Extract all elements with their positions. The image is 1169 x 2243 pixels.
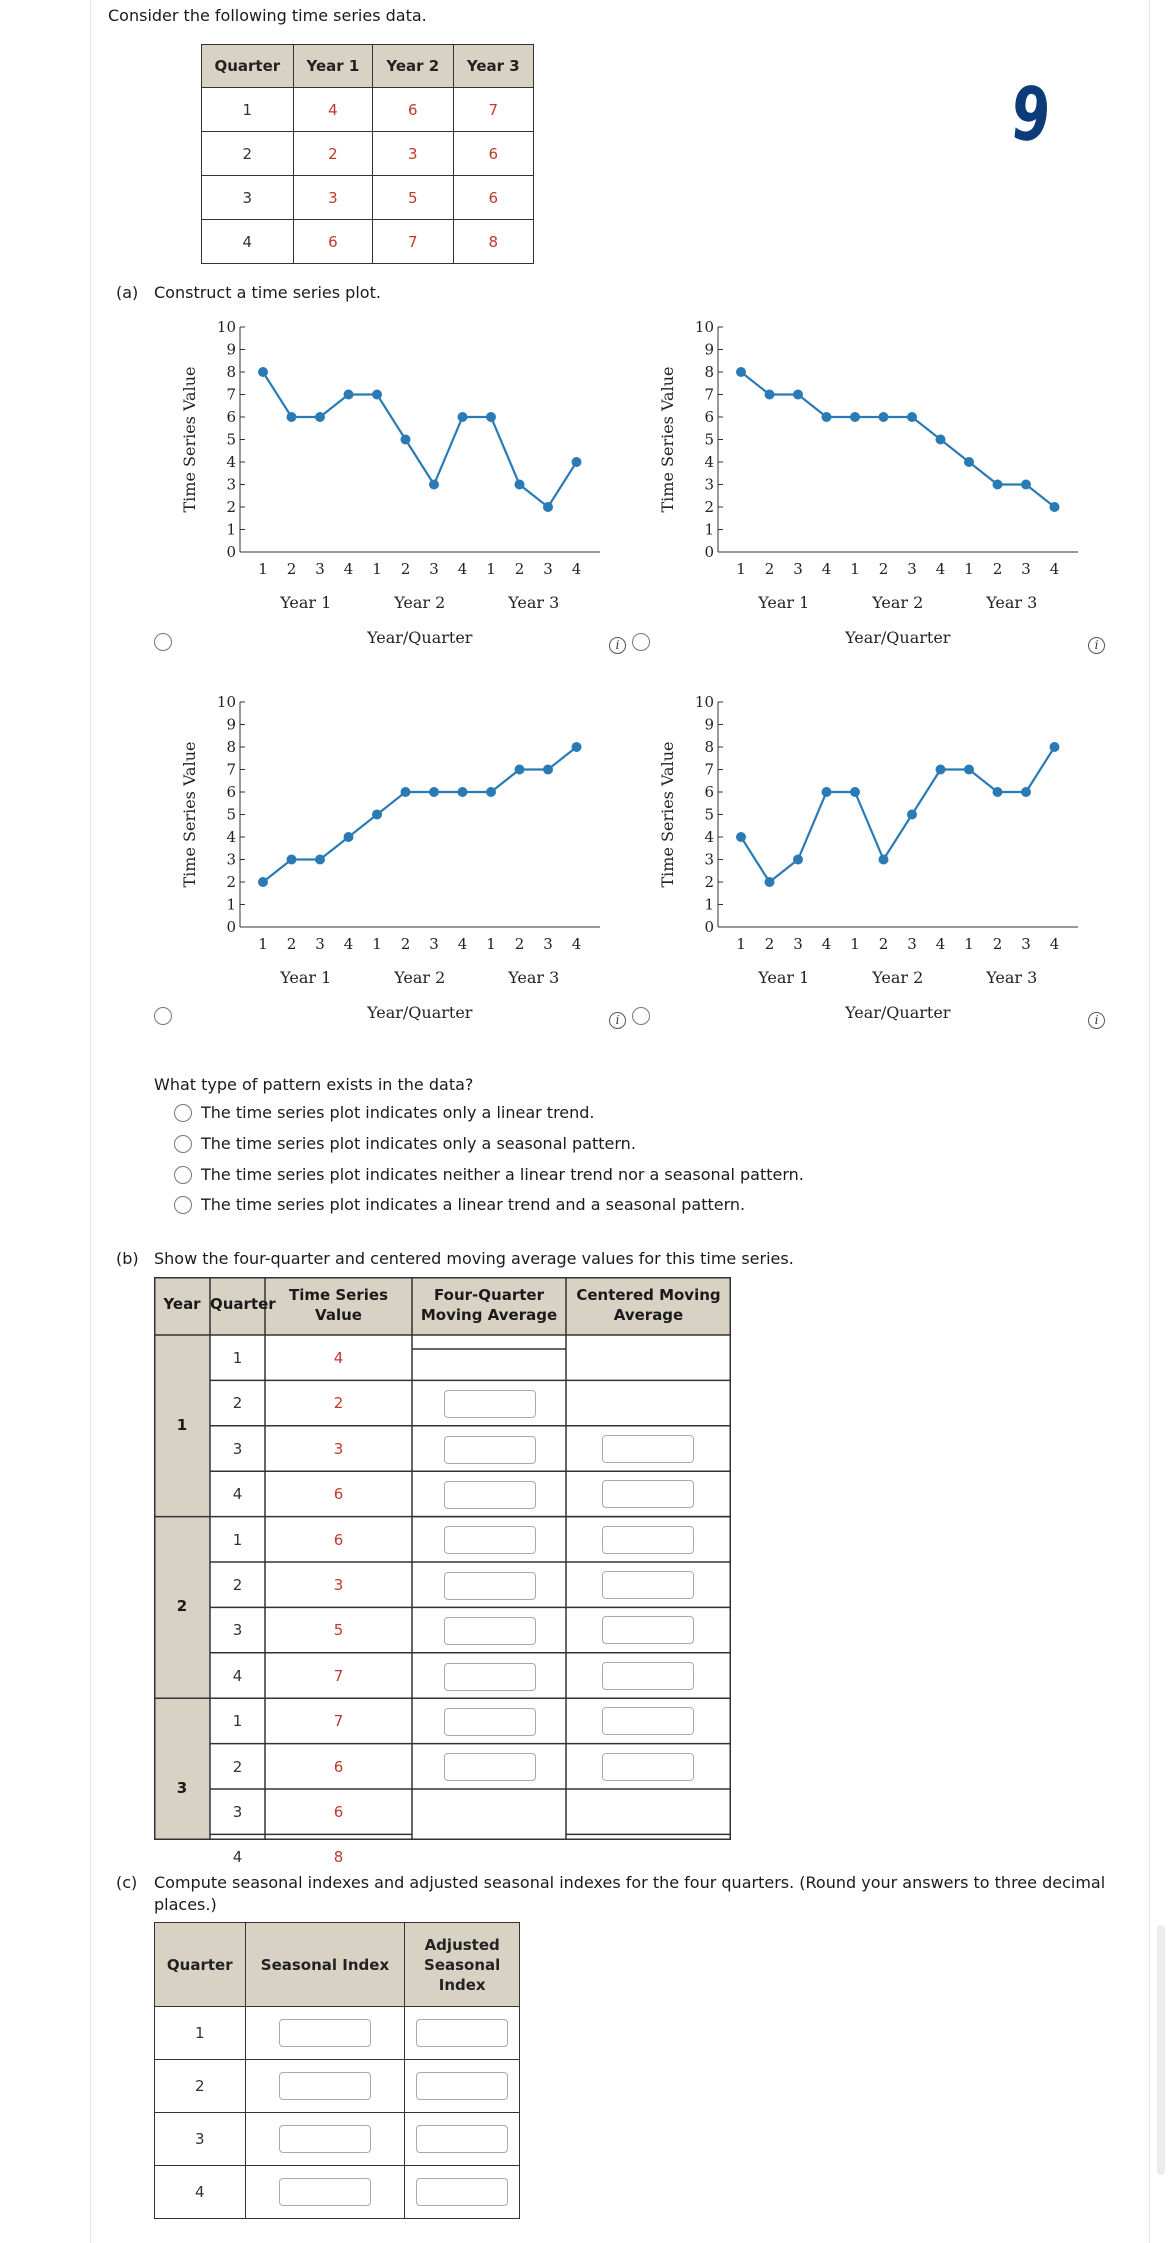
centered-ma-input[interactable]	[602, 1435, 694, 1463]
value-cell: 6	[333, 1757, 344, 1776]
adjusted-index-cell	[405, 2166, 520, 2219]
x-tick-label: 3	[315, 560, 325, 578]
y-tick-label: 5	[226, 430, 236, 449]
seasonal-index-cell	[245, 2113, 405, 2166]
y-tick-label: 0	[704, 543, 714, 561]
header-year-1: Year 1	[293, 45, 372, 88]
value-cell: 3	[373, 132, 453, 176]
header-line: Index	[438, 1975, 486, 1994]
info-icon[interactable]: i	[1088, 1012, 1105, 1029]
y-tick-label: 0	[704, 918, 714, 936]
y-tick-label: 0	[226, 918, 236, 936]
y-tick-label: 1	[704, 520, 714, 539]
y-tick-label: 2	[226, 498, 236, 516]
data-point	[793, 855, 803, 865]
data-point	[486, 787, 496, 797]
data-point	[936, 765, 946, 775]
x-axis-label: Year/Quarter	[845, 628, 951, 647]
data-point	[458, 412, 468, 422]
seasonal-index-input[interactable]	[279, 2178, 371, 2206]
y-tick-label: 4	[704, 453, 714, 471]
series-line	[263, 372, 577, 507]
data-point	[1050, 742, 1060, 752]
data-point	[765, 877, 775, 887]
data-point	[429, 480, 439, 490]
pattern-option-label: The time series plot indicates a linear trend and a seasonal pattern.	[201, 1195, 746, 1214]
y-tick-label: 4	[226, 828, 236, 846]
four-quarter-ma-input[interactable]	[444, 1436, 536, 1464]
pattern-option-label: The time series plot indicates only a linear trend.	[201, 1103, 595, 1122]
x-tick-label: 4	[1049, 935, 1060, 953]
data-point	[486, 412, 496, 422]
y-tick-label: 10	[216, 693, 236, 711]
y-tick-label: 10	[694, 693, 714, 711]
x-tick-label: 4	[935, 935, 946, 953]
pattern-question: What type of pattern exists in the data?	[154, 1075, 474, 1094]
adjusted-seasonal-index-input[interactable]	[416, 2125, 508, 2153]
value-cell: 2	[293, 132, 372, 176]
header-quarter: Quarter	[202, 45, 294, 88]
x-group-label: Year 2	[872, 593, 924, 612]
centered-ma-input[interactable]	[602, 1753, 694, 1781]
y-tick-label: 7	[704, 760, 714, 779]
x-group-label: Year 2	[872, 968, 924, 987]
seasonal-index-input[interactable]	[279, 2072, 371, 2100]
x-tick-label: 1	[850, 560, 860, 578]
value-cell: 4	[293, 88, 372, 132]
part-c-label: (c)	[116, 1873, 138, 1892]
adjusted-index-cell	[405, 2060, 520, 2113]
scrollbar[interactable]	[1157, 1925, 1165, 2175]
four-quarter-ma-input[interactable]	[444, 1390, 536, 1418]
y-tick-label: 8	[226, 738, 236, 756]
quarter-cell: 2	[232, 1394, 243, 1413]
y-tick-label: 6	[704, 783, 714, 801]
x-tick-label: 1	[258, 935, 268, 953]
data-point	[879, 412, 889, 422]
y-tick-label: 3	[704, 475, 714, 494]
x-group-label: Year 3	[986, 968, 1038, 987]
header-line: Seasonal	[424, 1955, 501, 1974]
seasonal-index-cell	[245, 2007, 405, 2060]
x-tick-label: 3	[429, 935, 439, 953]
x-tick-label: 3	[907, 935, 917, 953]
quarter-cell: 3	[202, 176, 294, 220]
y-tick-label: 4	[226, 453, 236, 471]
x-tick-label: 1	[372, 935, 382, 953]
x-tick-label: 2	[992, 935, 1003, 953]
y-tick-label: 2	[704, 873, 714, 891]
x-tick-label: 2	[286, 560, 297, 578]
x-tick-label: 3	[907, 560, 917, 578]
value-cell: 6	[333, 1530, 344, 1549]
value-cell: 7	[333, 1712, 344, 1731]
four-quarter-ma-input[interactable]	[444, 1663, 536, 1691]
data-point	[344, 832, 354, 842]
x-tick-label: 3	[543, 560, 553, 578]
value-cell: 6	[333, 1803, 344, 1821]
adjusted-seasonal-index-input[interactable]	[416, 2178, 508, 2206]
quarter-cell: 4	[155, 2166, 246, 2219]
year-cell: 2	[176, 1597, 188, 1616]
data-point	[793, 390, 803, 400]
header-line: Adjusted	[424, 1935, 500, 1954]
y-tick-label: 5	[226, 805, 236, 824]
x-tick-label: 2	[400, 560, 411, 578]
y-tick-label: 3	[226, 475, 236, 494]
part-c-prompt-line2: places.)	[154, 1895, 217, 1914]
y-tick-label: 10	[216, 318, 236, 336]
four-quarter-ma-input[interactable]	[444, 1481, 536, 1509]
x-tick-label: 2	[286, 935, 297, 953]
y-tick-label: 7	[226, 760, 236, 779]
quarter-cell: 4	[232, 1848, 243, 1867]
seasonal-index-input[interactable]	[279, 2019, 371, 2047]
x-tick-label: 3	[429, 560, 439, 578]
x-tick-label: 1	[736, 935, 746, 953]
value-cell: 6	[453, 176, 533, 220]
data-point	[736, 367, 746, 377]
adjusted-index-cell	[405, 2113, 520, 2166]
data-point	[401, 435, 411, 445]
value-cell: 7	[373, 220, 453, 264]
x-tick-label: 4	[821, 935, 832, 953]
four-quarter-ma-input[interactable]	[444, 1708, 536, 1736]
header-fqma-line2: Moving Average	[420, 1306, 558, 1324]
data-point	[572, 742, 582, 752]
quarter-cell: 2	[155, 2060, 246, 2113]
year-cell: 1	[176, 1415, 188, 1434]
x-tick-label: 4	[1049, 560, 1060, 578]
data-point	[315, 412, 325, 422]
header-seasonal-index: Seasonal Index	[245, 1923, 405, 2007]
adjusted-seasonal-index-input[interactable]	[416, 2019, 508, 2047]
quarter-cell: 2	[232, 1757, 243, 1776]
quarter-cell: 1	[232, 1712, 243, 1731]
quarter-cell: 1	[202, 88, 294, 132]
data-point	[1021, 787, 1031, 797]
value-cell: 7	[333, 1666, 344, 1685]
y-tick-label: 9	[226, 715, 236, 734]
data-point	[907, 810, 917, 820]
four-quarter-ma-input[interactable]	[444, 1572, 536, 1600]
data-point	[515, 480, 525, 490]
data-point	[572, 457, 582, 467]
x-tick-label: 2	[878, 560, 889, 578]
data-point	[822, 787, 832, 797]
x-group-label: Year 2	[394, 968, 446, 987]
x-tick-label: 2	[514, 560, 525, 578]
seasonal-index-table	[154, 1922, 520, 2219]
pattern-option-radio[interactable]	[174, 1196, 192, 1214]
y-tick-label: 8	[704, 738, 714, 756]
x-tick-label: 2	[764, 560, 775, 578]
chart-option-c-radio[interactable]	[154, 1007, 172, 1025]
x-axis-label: Year/Quarter	[367, 628, 473, 647]
x-group-label: Year 1	[280, 968, 332, 987]
y-tick-label: 10	[694, 318, 714, 336]
data-point	[850, 412, 860, 422]
x-tick-label: 1	[850, 935, 860, 953]
centered-ma-input[interactable]	[602, 1707, 694, 1735]
y-tick-label: 3	[226, 850, 236, 869]
data-point	[458, 787, 468, 797]
seasonal-index-cell	[245, 2166, 405, 2219]
data-point	[372, 810, 382, 820]
y-tick-label: 9	[704, 340, 714, 359]
moving-average-table	[154, 1277, 731, 1867]
quarter-cell: 3	[232, 1439, 243, 1458]
pattern-option-radio[interactable]	[174, 1104, 192, 1122]
x-tick-label: 4	[457, 935, 468, 953]
x-axis-label: Year/Quarter	[845, 1003, 951, 1022]
seasonal-index-input[interactable]	[279, 2125, 371, 2153]
header-adjusted-seasonal-index	[405, 1923, 520, 2007]
chart-option-a-radio[interactable]	[154, 633, 172, 651]
adjusted-seasonal-index-input[interactable]	[416, 2072, 508, 2100]
quarter-cell: 1	[232, 1530, 243, 1549]
quarter-cell: 3	[232, 1621, 243, 1640]
header-quarter: Quarter	[155, 1923, 246, 2007]
data-point	[258, 367, 268, 377]
value-cell: 7	[453, 88, 533, 132]
chart-option-b-radio[interactable]	[632, 633, 650, 651]
y-tick-label: 1	[226, 520, 236, 539]
intro-text: Consider the following time series data.	[108, 6, 427, 25]
quarter-cell: 4	[232, 1666, 243, 1685]
y-tick-label: 1	[704, 895, 714, 914]
data-point	[1050, 502, 1060, 512]
quarter-cell: 2	[202, 132, 294, 176]
data-point	[344, 390, 354, 400]
data-point	[258, 877, 268, 887]
x-group-label: Year 1	[280, 593, 332, 612]
x-tick-label: 3	[793, 935, 803, 953]
header-quarter: Quarter	[210, 1295, 276, 1313]
series-line	[263, 747, 577, 882]
x-group-label: Year 3	[508, 593, 560, 612]
x-tick-label: 1	[486, 560, 496, 578]
quarter-cell: 4	[202, 220, 294, 264]
quarter-cell: 4	[232, 1485, 243, 1504]
chart-option-d-radio[interactable]	[632, 1007, 650, 1025]
x-tick-label: 4	[343, 935, 354, 953]
value-cell: 3	[293, 176, 372, 220]
x-tick-label: 4	[935, 560, 946, 578]
centered-ma-input[interactable]	[602, 1662, 694, 1690]
data-point	[401, 787, 411, 797]
y-tick-label: 6	[704, 408, 714, 426]
data-point	[993, 480, 1003, 490]
pattern-option-radio[interactable]	[174, 1135, 192, 1153]
header-year-3: Year 3	[453, 45, 533, 88]
header-cma-line1: Centered Moving	[576, 1286, 721, 1304]
value-cell: 3	[333, 1576, 344, 1594]
data-point	[1021, 480, 1031, 490]
data-point	[315, 855, 325, 865]
x-tick-label: 1	[372, 560, 382, 578]
chart-option-b	[648, 310, 1088, 655]
x-tick-label: 3	[793, 560, 803, 578]
data-point	[287, 412, 297, 422]
data-point	[822, 412, 832, 422]
pattern-option-label: The time series plot indicates neither a linear trend nor a seasonal pattern.	[201, 1165, 804, 1184]
x-tick-label: 2	[764, 935, 775, 953]
data-point	[993, 787, 1003, 797]
x-tick-label: 1	[736, 560, 746, 578]
data-point	[543, 765, 553, 775]
x-tick-label: 2	[514, 935, 525, 953]
data-point	[515, 765, 525, 775]
y-tick-label: 6	[226, 408, 236, 426]
x-tick-label: 2	[992, 560, 1003, 578]
info-icon[interactable]: i	[609, 637, 626, 654]
quarter-cell: 1	[232, 1349, 243, 1367]
part-a-label: (a)	[116, 283, 139, 302]
x-tick-label: 4	[571, 560, 582, 578]
x-tick-label: 3	[315, 935, 325, 953]
four-quarter-ma-input[interactable]	[444, 1617, 536, 1645]
adjusted-index-cell	[405, 2007, 520, 2060]
quarter-cell: 2	[232, 1576, 243, 1594]
data-point	[879, 855, 889, 865]
centered-ma-input[interactable]	[602, 1616, 694, 1644]
centered-ma-input[interactable]	[602, 1526, 694, 1554]
x-tick-label: 4	[457, 560, 468, 578]
data-point	[372, 390, 382, 400]
y-axis-label: Time Series Value	[658, 366, 677, 513]
value-cell: 6	[333, 1485, 344, 1504]
data-point	[936, 435, 946, 445]
quarter-cell: 1	[155, 2007, 246, 2060]
x-tick-label: 4	[571, 935, 582, 953]
value-cell: 6	[453, 132, 533, 176]
chart-option-d	[648, 685, 1088, 1030]
series-line	[741, 372, 1055, 507]
pattern-option-radio[interactable]	[174, 1166, 192, 1184]
data-point	[964, 457, 974, 467]
year-column-background	[154, 1335, 210, 1840]
y-tick-label: 1	[226, 895, 236, 914]
four-quarter-ma-input[interactable]	[444, 1526, 536, 1554]
y-tick-label: 8	[704, 363, 714, 381]
chart-option-a	[170, 310, 610, 655]
header-year-2: Year 2	[373, 45, 453, 88]
quarter-cell: 3	[232, 1803, 243, 1821]
y-tick-label: 7	[226, 385, 236, 404]
data-point	[736, 832, 746, 842]
value-cell: 8	[333, 1848, 344, 1867]
value-cell: 2	[333, 1394, 344, 1413]
x-group-label: Year 1	[758, 593, 810, 612]
x-tick-label: 3	[543, 935, 553, 953]
year-cell: 3	[176, 1779, 188, 1797]
value-cell: 5	[333, 1621, 344, 1640]
header-fqma-line1: Four-Quarter	[434, 1286, 544, 1304]
data-point	[543, 502, 553, 512]
x-group-label: Year 2	[394, 593, 446, 612]
x-tick-label: 1	[258, 560, 268, 578]
part-a-prompt: Construct a time series plot.	[154, 283, 381, 302]
x-tick-label: 2	[878, 935, 889, 953]
x-tick-label: 3	[1021, 560, 1031, 578]
x-tick-label: 4	[821, 560, 832, 578]
part-b-label: (b)	[116, 1249, 139, 1268]
value-cell: 6	[373, 88, 453, 132]
x-tick-label: 1	[964, 560, 974, 578]
value-cell: 5	[373, 176, 453, 220]
y-tick-label: 2	[226, 873, 236, 891]
part-c-prompt-line1: Compute seasonal indexes and adjusted seasonal indexes for the four quarters. (Round your answers to three decimal	[154, 1873, 1106, 1892]
y-tick-label: 7	[704, 385, 714, 404]
four-quarter-ma-input[interactable]	[444, 1753, 536, 1781]
centered-ma-input[interactable]	[602, 1480, 694, 1508]
y-axis-label: Time Series Value	[180, 366, 199, 513]
y-tick-label: 9	[704, 715, 714, 734]
y-tick-label: 0	[226, 543, 236, 561]
value-cell: 6	[293, 220, 372, 264]
header-cma-line2: Average	[613, 1306, 684, 1324]
info-icon[interactable]: i	[1088, 637, 1105, 654]
header-value-line2: Value	[315, 1306, 362, 1324]
x-tick-label: 3	[1021, 935, 1031, 953]
data-point	[850, 787, 860, 797]
value-cell: 4	[333, 1349, 344, 1367]
y-tick-label: 5	[704, 430, 714, 449]
series-line	[741, 747, 1055, 882]
time-series-table	[201, 44, 534, 264]
handwritten-mark: 9	[1007, 70, 1055, 160]
quarter-cell: 3	[155, 2113, 246, 2166]
y-tick-label: 9	[226, 340, 236, 359]
data-point	[765, 390, 775, 400]
chart-option-c	[170, 685, 610, 1030]
x-group-label: Year 3	[986, 593, 1038, 612]
data-point	[964, 765, 974, 775]
x-axis-label: Year/Quarter	[367, 1003, 473, 1022]
y-tick-label: 2	[704, 498, 714, 516]
y-tick-label: 5	[704, 805, 714, 824]
y-tick-label: 8	[226, 363, 236, 381]
info-icon[interactable]: i	[609, 1012, 626, 1029]
seasonal-index-cell	[245, 2060, 405, 2113]
header-year: Year	[163, 1295, 201, 1313]
y-tick-label: 6	[226, 783, 236, 801]
x-tick-label: 1	[486, 935, 496, 953]
header-value-line1: Time Series	[288, 1286, 389, 1304]
value-cell: 8	[453, 220, 533, 264]
x-group-label: Year 1	[758, 968, 810, 987]
value-cell: 3	[333, 1439, 344, 1458]
y-tick-label: 3	[704, 850, 714, 869]
data-point	[287, 855, 297, 865]
pattern-option-label: The time series plot indicates only a seasonal pattern.	[201, 1134, 636, 1153]
part-b-prompt: Show the four-quarter and centered moving average values for this time series.	[154, 1249, 794, 1268]
centered-ma-input[interactable]	[602, 1571, 694, 1599]
x-tick-label: 1	[964, 935, 974, 953]
y-tick-label: 4	[704, 828, 714, 846]
x-tick-label: 4	[343, 560, 354, 578]
y-axis-label: Time Series Value	[658, 741, 677, 888]
data-point	[429, 787, 439, 797]
y-axis-label: Time Series Value	[180, 741, 199, 888]
data-point	[907, 412, 917, 422]
x-group-label: Year 3	[508, 968, 560, 987]
x-tick-label: 2	[400, 935, 411, 953]
